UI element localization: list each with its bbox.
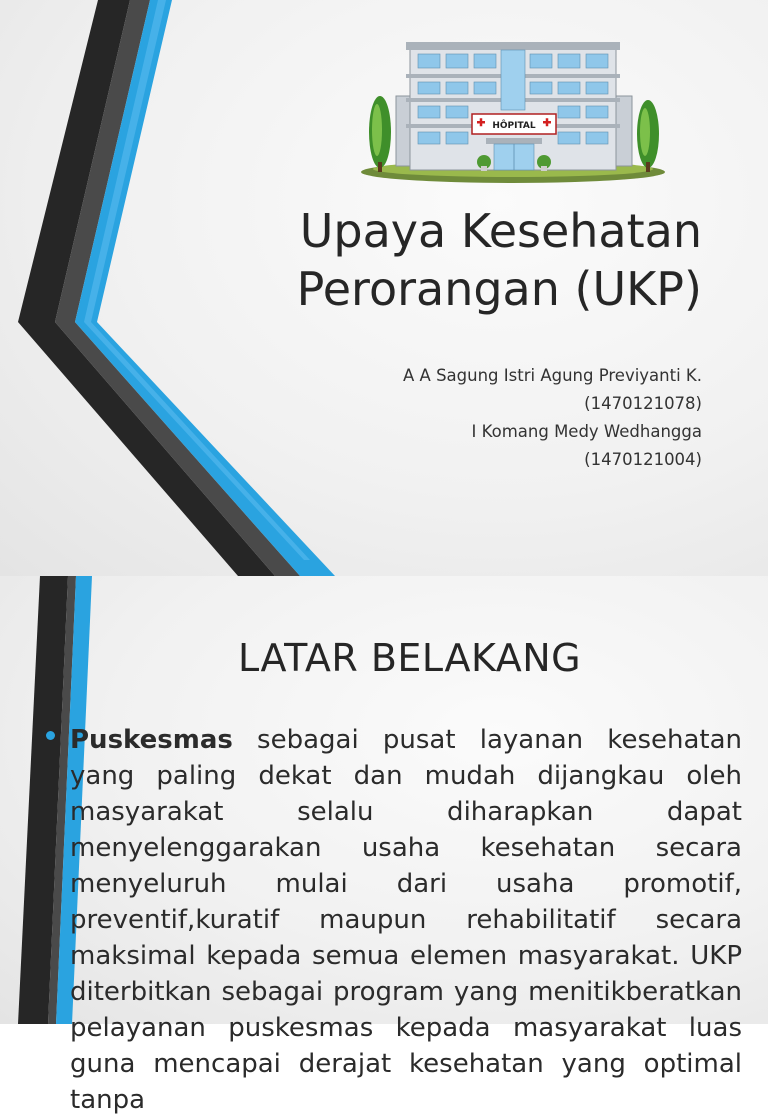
title-line-2: Perorangan (UKP) — [296, 262, 702, 316]
author-list — [403, 362, 702, 474]
hospital-sign-text: HÔPITAL — [492, 121, 536, 131]
author-id-1: (1470121078) — [584, 394, 702, 413]
slide-title — [297, 202, 702, 318]
author-id-2: (1470121004) — [584, 450, 702, 469]
bullet-icon — [46, 731, 55, 740]
bullet-text: sebagai pusat layanan kesehatan yang paling dekat dan mudah dijangkau oleh masyarakat selalu diharapkan dapat menyelenggarakan usaha kesehatan secara menyeluruh mulai dari usaha promotif, preventif,kuratif maupun rehabilitatif secara maksimal kepada semua elemen masyarakat. UKP diterbitkan sebagai program yang menitikberatkan pelayanan puskesmas kepada masyarakat luas guna mencapai derajat kesehatan yang optimal tanpa — [70, 725, 742, 1115]
author-name-2: I Komang Medy Wedhangga — [471, 422, 702, 441]
hospital-illustration — [358, 38, 668, 186]
title-line-1: Upaya Kesehatan — [299, 204, 702, 258]
bullet-bold-term: Puskesmas — [70, 725, 233, 755]
author-name-1: A A Sagung Istri Agung Previyanti K. — [403, 366, 702, 385]
section-heading: LATAR BELAKANG — [238, 636, 582, 680]
bullet-paragraph — [70, 722, 742, 1118]
